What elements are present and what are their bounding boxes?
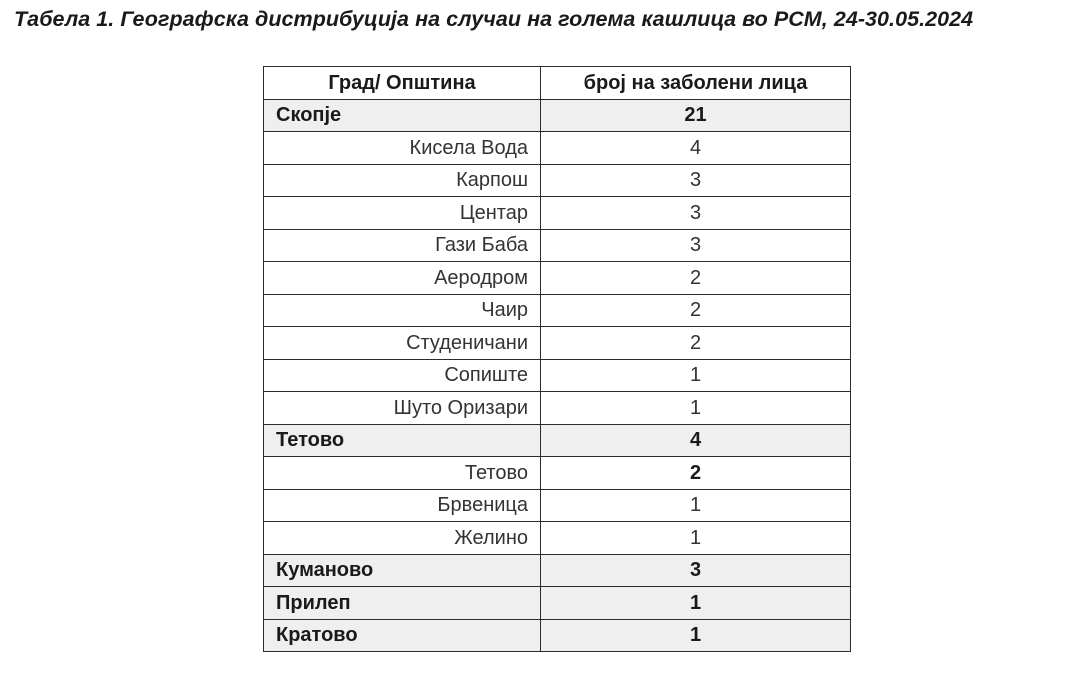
municipality-name: Желино <box>264 522 541 555</box>
table-header-row <box>264 67 851 100</box>
case-count: 3 <box>541 197 851 230</box>
case-count: 2 <box>541 457 851 490</box>
municipality-row <box>264 132 851 165</box>
case-count: 4 <box>541 424 851 457</box>
municipality-name: Чаир <box>264 294 541 327</box>
case-count: 1 <box>541 619 851 652</box>
distribution-table <box>263 66 851 652</box>
case-count: 21 <box>541 99 851 132</box>
municipality-name: Аеродром <box>264 262 541 295</box>
city-name: Тетово <box>264 424 541 457</box>
municipality-row <box>264 522 851 555</box>
case-count: 3 <box>541 229 851 262</box>
city-name: Прилеп <box>264 587 541 620</box>
municipality-name: Гази Баба <box>264 229 541 262</box>
city-row <box>264 99 851 132</box>
municipality-row <box>264 294 851 327</box>
municipality-row <box>264 197 851 230</box>
municipality-row <box>264 359 851 392</box>
municipality-row <box>264 392 851 425</box>
municipality-name: Сопиште <box>264 359 541 392</box>
case-count: 2 <box>541 294 851 327</box>
header-case-count: број на заболени лица <box>541 67 851 100</box>
municipality-name: Тетово <box>264 457 541 490</box>
city-row <box>264 554 851 587</box>
table-body <box>264 99 851 652</box>
case-count: 1 <box>541 489 851 522</box>
case-count: 4 <box>541 132 851 165</box>
municipality-name: Карпош <box>264 164 541 197</box>
case-count: 1 <box>541 587 851 620</box>
case-count: 3 <box>541 164 851 197</box>
city-row <box>264 619 851 652</box>
case-count: 1 <box>541 522 851 555</box>
municipality-row <box>264 457 851 490</box>
case-count: 2 <box>541 327 851 360</box>
city-row <box>264 424 851 457</box>
city-name: Скопје <box>264 99 541 132</box>
case-count: 1 <box>541 392 851 425</box>
municipality-row <box>264 229 851 262</box>
table-caption: Табела 1. Географска дистрибуција на случаи на голема кашлица во РСМ, 24-30.05.2024 <box>14 7 974 31</box>
municipality-row <box>264 327 851 360</box>
municipality-row <box>264 262 851 295</box>
municipality-row <box>264 164 851 197</box>
municipality-name: Кисела Вода <box>264 132 541 165</box>
city-name: Кратово <box>264 619 541 652</box>
municipality-name: Центар <box>264 197 541 230</box>
case-count: 3 <box>541 554 851 587</box>
municipality-name: Студеничани <box>264 327 541 360</box>
municipality-name: Брвеница <box>264 489 541 522</box>
case-count: 1 <box>541 359 851 392</box>
municipality-name: Шуто Оризари <box>264 392 541 425</box>
header-city-municipality: Град/ Општина <box>264 67 541 100</box>
city-row <box>264 587 851 620</box>
case-count: 2 <box>541 262 851 295</box>
municipality-row <box>264 489 851 522</box>
city-name: Куманово <box>264 554 541 587</box>
